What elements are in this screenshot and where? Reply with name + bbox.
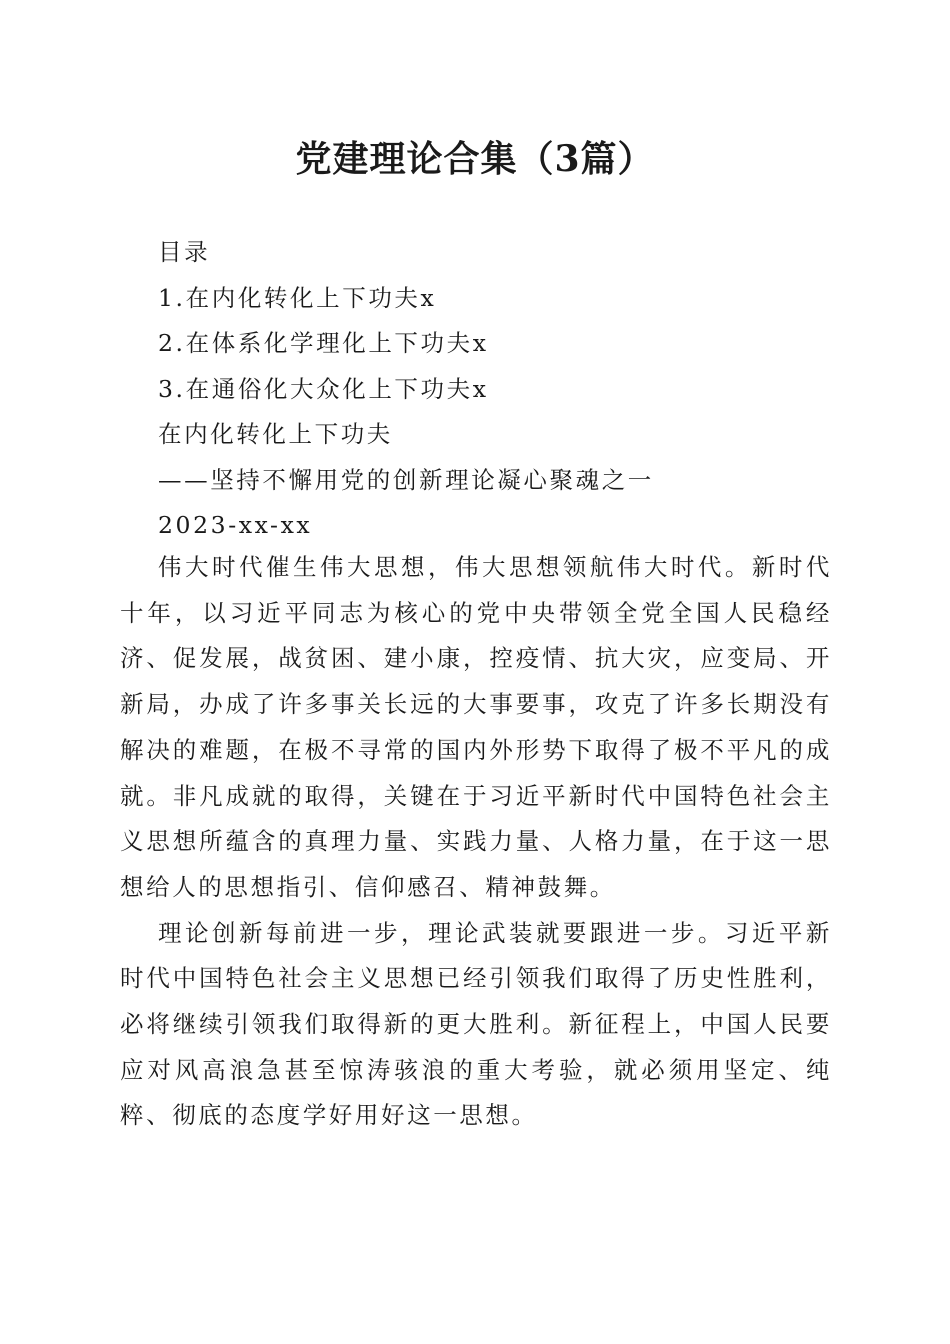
toc-item-3: 3.在通俗化大众化上下功夫x [158, 374, 489, 403]
article-date: 2023-xx-xx [158, 511, 313, 539]
toc-item-2: 2.在体系化学理化上下功夫x [158, 329, 489, 357]
toc-section [120, 230, 832, 549]
paragraph-1: 伟大时代催生伟大思想，伟大思想领航伟大时代。新时代十年，以习近平同志为核心的党中央带领全党全国人民稳经济、促发展，战贫困、建小康，控疫情、抗大灾，应变局、开新局，办成了许多事关长远的大事要事，攻克了许多长期没有解决的难题，在极不寻常的国内外形势下取得了极不平凡的成就。非凡成就的取得，关键在于习近平新时代中国特色社会主义思想所蕴含的真理力量、实践力量、人格力量，在于这一思想给人的思想指引、信仰感召、精神鼓舞。 [120, 553, 832, 901]
paragraph-2: 理论创新每前进一步，理论武装就要跟进一步。习近平新时代中国特色社会主义思想已经引领我们取得了历史性胜利，必将继续引领我们取得新的更大胜利。新征程上，中国人民要应对风高浪急甚至惊涛骇浪的重大考验，就必须用坚定、纯粹、彻底的态度学好用好这一思想。 [120, 918, 832, 1130]
toc-heading: 目录 [158, 238, 211, 266]
document-title: 党建理论合集（3篇） [295, 138, 655, 180]
toc-item-1: 1.在内化转化上下功夫x [158, 283, 437, 312]
article-subtitle: ——坚持不懈用党的创新理论凝心聚魂之一 [158, 465, 654, 494]
article-body [120, 545, 832, 1139]
article-title: 在内化转化上下功夫 [158, 420, 393, 448]
